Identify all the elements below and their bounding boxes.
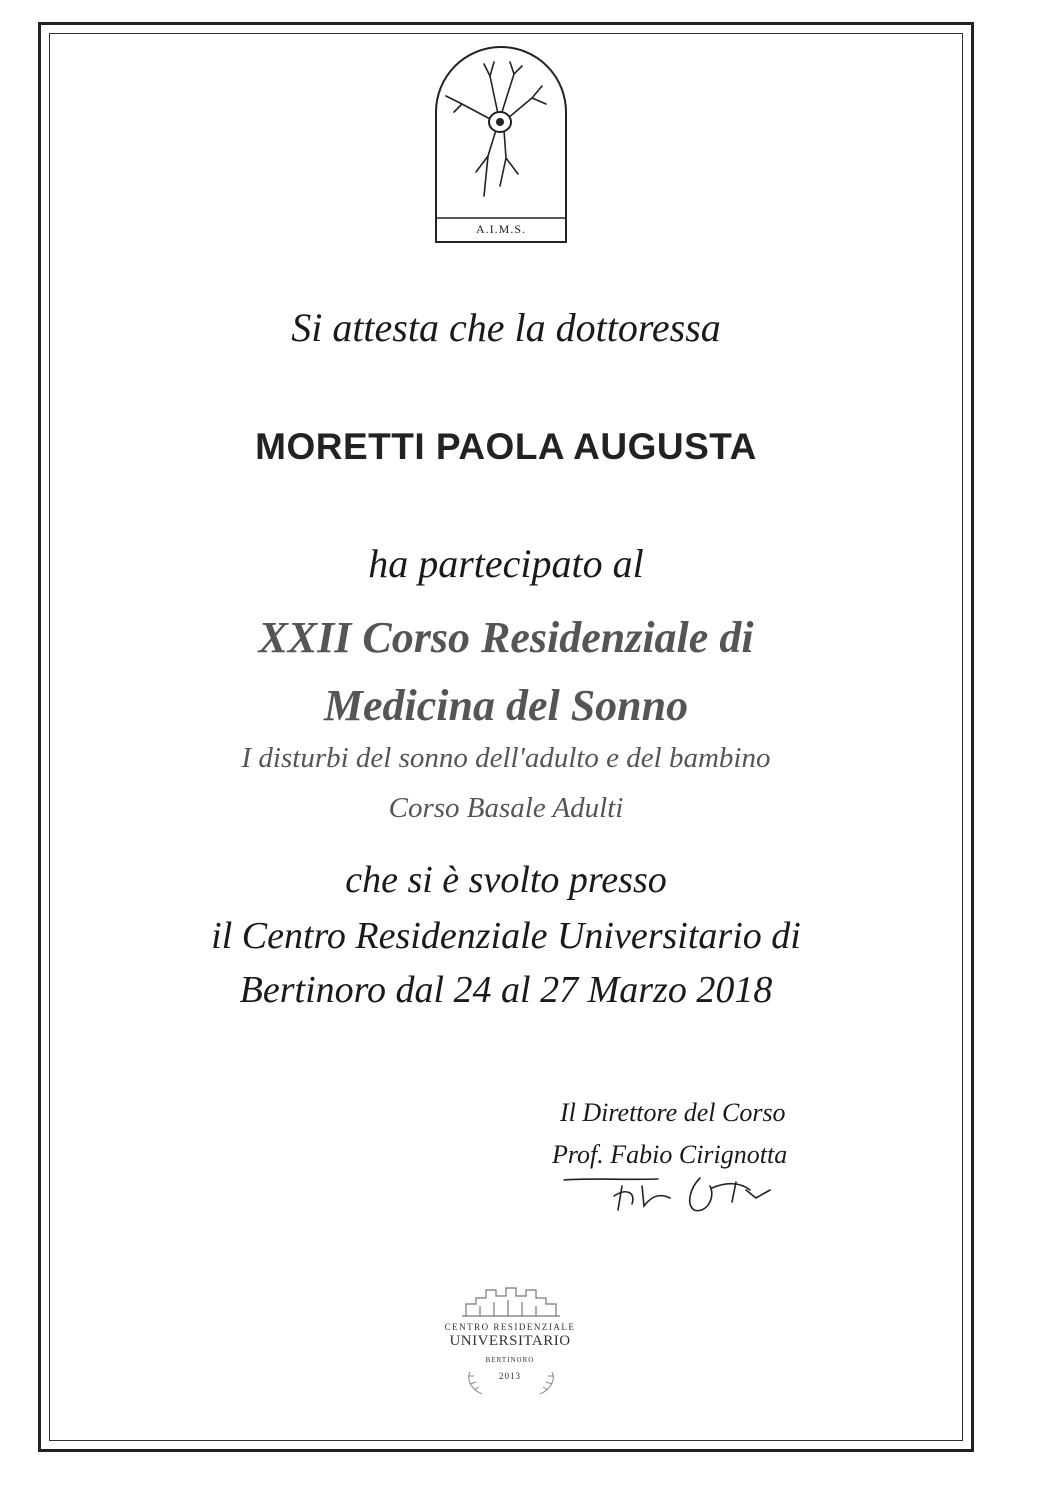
director-name: Prof. Fabio Cirignotta [552,1140,788,1169]
venue-intro: che si è svolto presso [345,859,667,901]
venue-dates: Bertinoro dal 24 al 27 Marzo 2018 [239,969,773,1011]
aims-neuron-logo-icon [432,46,570,246]
director-role: Il Direttore del Corso [560,1098,786,1127]
logo-label: A.I.M.S. [475,222,526,236]
participation-text: ha partecipato al [368,541,644,586]
emblem-top-text: CENTRO RESIDENZIALE [444,1322,576,1332]
emblem-main-text: UNIVERSITARIO [449,1333,571,1349]
course-title-line-1: XXII Corso Residenziale di [258,613,754,662]
course-subtitle: I disturbi del sonno dell'adulto e del bambino [241,742,771,774]
emblem-year-text: 2013 [499,1371,521,1381]
course-title-line-2: Medicina del Sonno [323,681,689,730]
recipient-name: MORETTI PAOLA AUGUSTA [255,426,757,467]
attestation-intro: Si attesta che la dottoressa [291,305,721,350]
course-level: Corso Basale Adulti [388,792,624,824]
venue-name: il Centro Residenziale Universitario di [211,915,801,957]
handwritten-signature-icon [560,1168,790,1218]
emblem-location-text: BERTINORO [485,1356,535,1364]
